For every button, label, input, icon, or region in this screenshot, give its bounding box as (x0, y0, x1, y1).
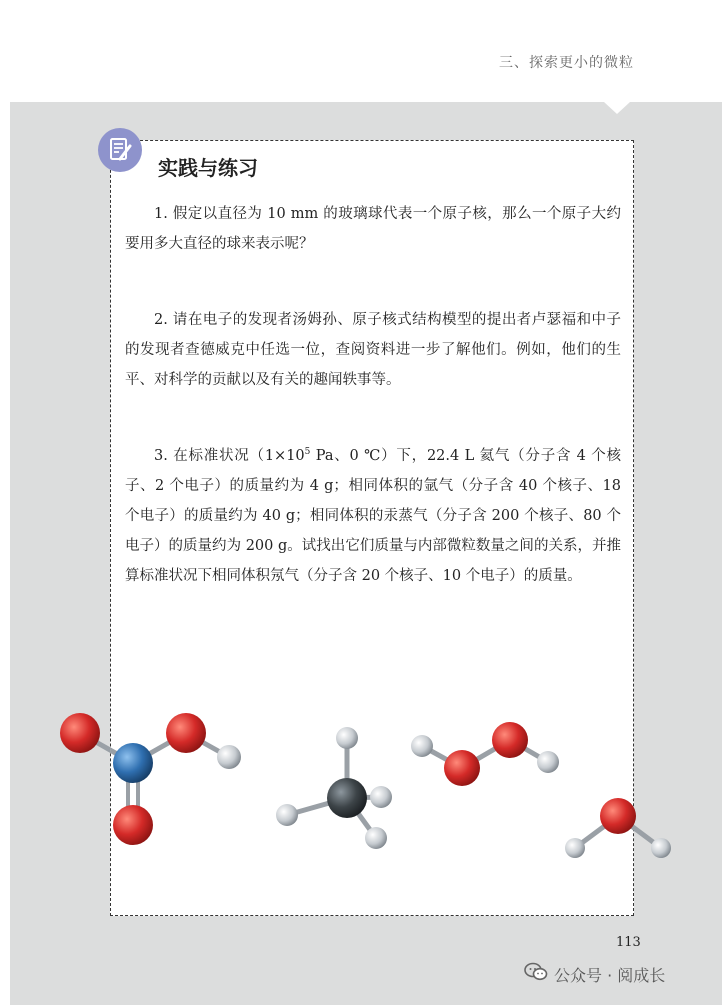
question-3-text-start: 3. 在标准状况（1×10 (154, 447, 305, 464)
section-title: 实践与练习 (158, 156, 258, 180)
band-notch (604, 102, 630, 114)
question-3-exponent: 5 (304, 447, 311, 457)
molecule-illustration (0, 690, 722, 870)
methane-molecule (276, 727, 392, 849)
chapter-header: 三、探索更小的微粒 (499, 55, 634, 71)
watermark (524, 962, 665, 986)
water-molecule (565, 798, 671, 858)
wechat-icon (524, 962, 548, 986)
question-3-text-end: Pa、0 ℃）下，22.4 L 氦气（分子含 4 个核子、2 个电子）的质量约为 4 g；相同体积的氩气（分子含 40 个核子、18 个电子）的质量约为 40 g；相同体积的汞蒸气（分子含 200 个核子、80 个电子）的质量约为 200 g。试找出它们质量与内部微粒数量之间的关系，并推算标准状况下相同体积氖气（分子含 20 个核子、10 个电子）的质量。 (125, 447, 621, 584)
question-2: 2. 请在电子的发现者汤姆孙、原子核式结构模型的提出者卢瑟福和中子的发现者查德威克中任选一位，查阅资料进一步了解他们。例如，他们的生平、对科学的贡献以及有关的趣闻轶事等。 (125, 312, 621, 388)
question-1: 1. 假定以直径为 10 mm 的玻璃球代表一个原子核，那么一个原子大约要用多大直径的球来表示呢？ (125, 206, 621, 252)
question-3 (125, 437, 621, 591)
nitric-acid-molecule (60, 713, 241, 845)
page-number: 113 (616, 935, 641, 950)
watermark-text: 公众号 · 阅成长 (554, 965, 666, 985)
hydrogen-peroxide-molecule (411, 722, 559, 786)
note-edit-icon (98, 128, 142, 172)
